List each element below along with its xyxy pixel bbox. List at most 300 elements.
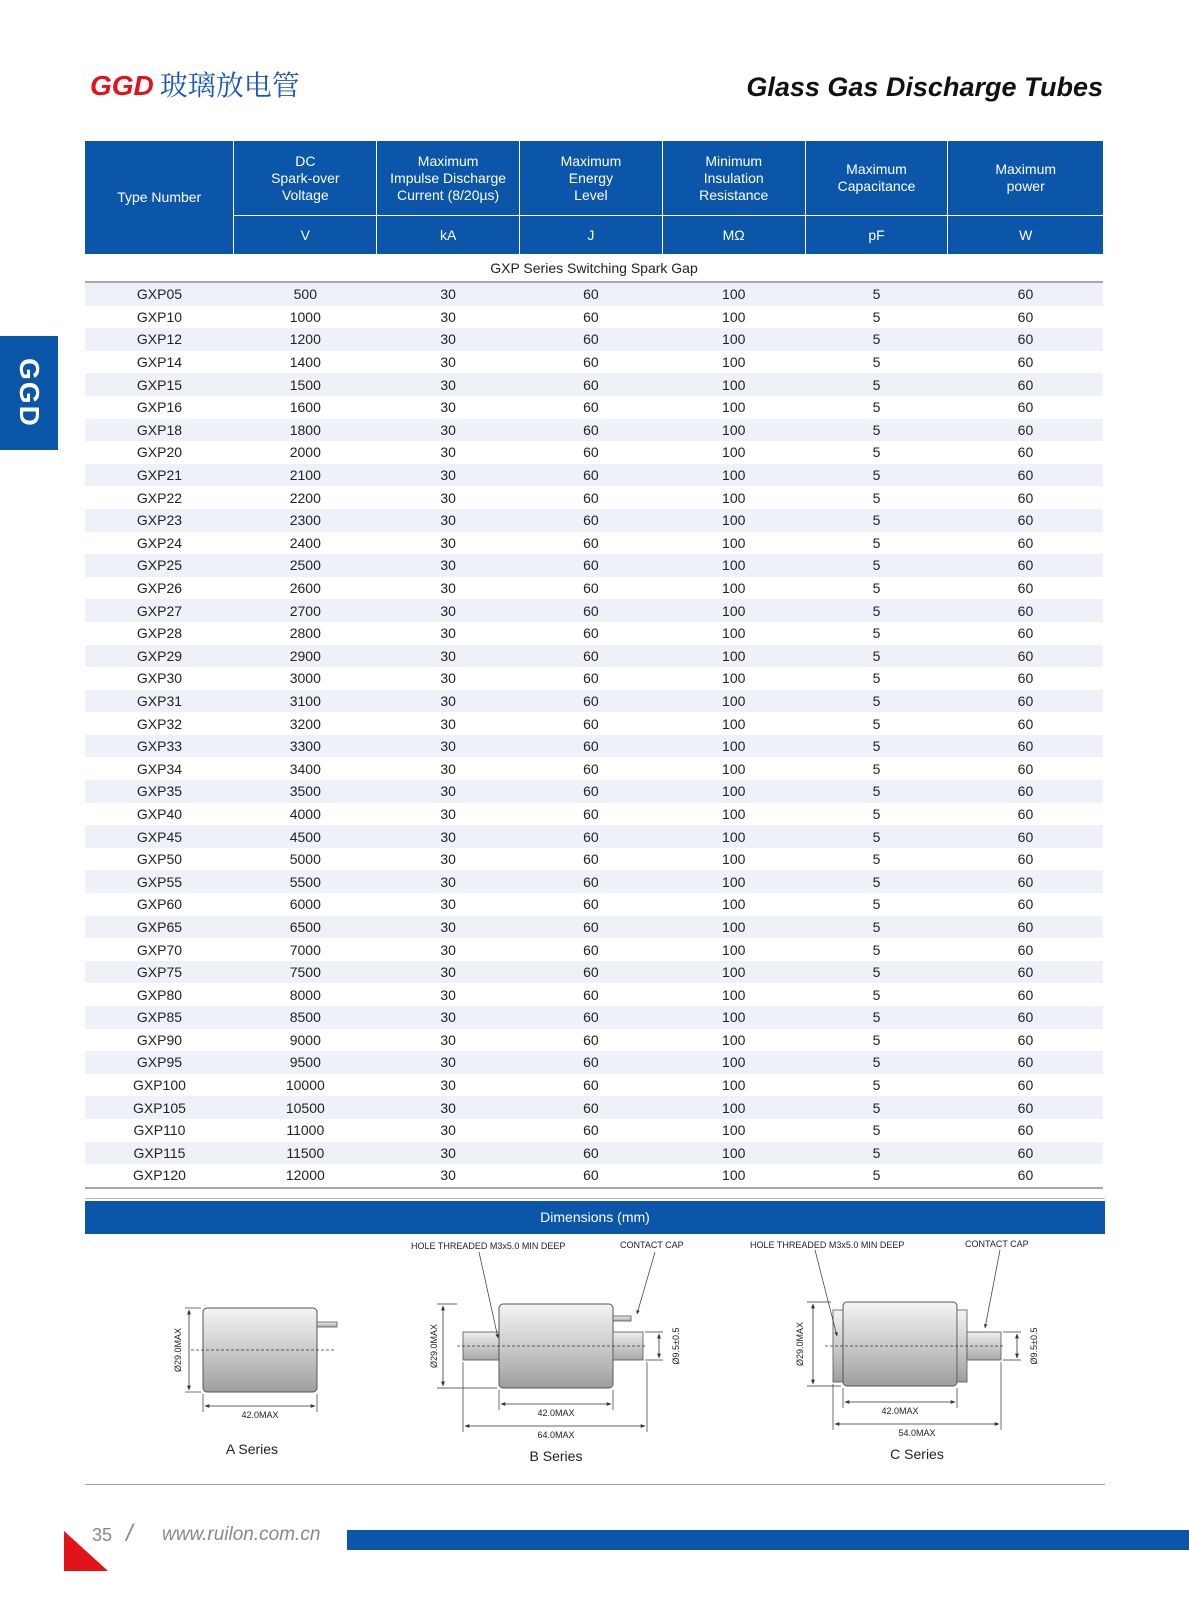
c-series-hole-label: HOLE THREADED M3x5.0 MIN DEEP <box>750 1240 905 1250</box>
table-cell: 60 <box>583 896 599 913</box>
table-cell: 60 <box>948 825 1103 848</box>
table-cell: GXP95 <box>85 1051 234 1074</box>
table-cell: 60 <box>1017 354 1034 371</box>
table-cell: 5 <box>805 645 948 668</box>
footer-url: www.ruilon.com.cn <box>162 1524 321 1545</box>
table-cell: 100 <box>662 735 805 758</box>
table-row <box>85 441 1103 464</box>
table-cell: 5 <box>872 986 881 1003</box>
table-cell: 60 <box>520 282 663 306</box>
column-header-line: power <box>1006 178 1045 194</box>
column-header-line: Impulse Discharge <box>390 169 507 186</box>
table-cell: 3100 <box>234 690 377 713</box>
table-cell: 100 <box>722 760 746 777</box>
table-cell: GXP65 <box>85 916 234 939</box>
table-cell: 30 <box>440 1031 456 1048</box>
table-cell: 100 <box>722 851 746 868</box>
table-row <box>85 464 1103 487</box>
spec-table <box>85 141 1103 1189</box>
table-row <box>85 961 1103 984</box>
column-unit-3: J <box>520 216 663 255</box>
table-cell: 9500 <box>234 1051 377 1074</box>
table-cell: 60 <box>520 599 663 622</box>
table-cell: 5 <box>805 464 948 487</box>
series-title: GXP Series Switching Spark Gap <box>85 254 1103 282</box>
table-cell: GXP24 <box>136 534 183 551</box>
table-cell: 2600 <box>289 580 321 597</box>
table-cell: 60 <box>520 1096 663 1119</box>
table-cell: 5 <box>805 328 948 351</box>
table-cell: 2400 <box>289 534 321 551</box>
series-title-row <box>85 254 1103 282</box>
table-cell: GXP31 <box>85 690 234 713</box>
table-cell: 100 <box>722 1031 746 1048</box>
column-header-line: Maximum <box>846 161 907 177</box>
column-header-6 <box>948 141 1103 216</box>
b-series-total-length: 64.0MAX <box>537 1430 575 1440</box>
table-row <box>85 282 1103 306</box>
table-cell: 5 <box>872 489 881 506</box>
table-cell: 30 <box>440 1077 456 1094</box>
table-cell: 60 <box>520 1142 663 1165</box>
table-cell: 3300 <box>234 735 377 758</box>
table-row <box>85 825 1103 848</box>
table-cell: 60 <box>583 354 599 371</box>
table-cell: 5 <box>805 419 948 442</box>
table-cell: 30 <box>377 1142 520 1165</box>
table-row <box>85 328 1103 351</box>
table-cell: 30 <box>377 373 520 396</box>
table-row <box>85 373 1103 396</box>
table-cell: 5000 <box>289 851 321 868</box>
table-cell: 60 <box>1017 308 1034 325</box>
table-row <box>85 577 1103 600</box>
a-series-diameter: Ø29.0MAX <box>173 1327 183 1373</box>
table-cell: 60 <box>520 1051 663 1074</box>
table-cell: 30 <box>377 282 520 306</box>
table-cell: 5 <box>872 399 881 416</box>
table-cell: 2200 <box>289 489 321 506</box>
table-cell: 60 <box>1017 941 1034 958</box>
table-cell: 100 <box>662 780 805 803</box>
table-cell: GXP33 <box>85 735 234 758</box>
table-cell: 30 <box>440 399 456 416</box>
column-header-line: DC <box>295 152 316 169</box>
page-title: Glass Gas Discharge Tubes <box>746 72 1103 102</box>
column-header-line: Minimum <box>705 152 763 169</box>
table-cell: 7500 <box>234 961 377 984</box>
table-cell: GXP120 <box>85 1164 234 1188</box>
table-cell: GXP40 <box>136 805 183 822</box>
table-cell: 60 <box>1017 851 1034 868</box>
column-header-1 <box>234 141 377 216</box>
table-cell: 6000 <box>289 896 321 913</box>
table-cell: 1000 <box>289 308 321 325</box>
table-cell: 60 <box>520 780 663 803</box>
table-cell: 5 <box>805 509 948 532</box>
table-cell: 30 <box>440 715 456 732</box>
table-cell: GXP105 <box>85 1096 234 1119</box>
table-cell: 60 <box>583 760 599 777</box>
table-row <box>85 1096 1103 1119</box>
table-cell: 100 <box>662 1164 805 1188</box>
bottom-rule <box>85 1484 1105 1485</box>
table-cell: 60 <box>948 1006 1103 1029</box>
table-cell: 5 <box>805 1142 948 1165</box>
table-row <box>85 419 1103 442</box>
table-cell: 60 <box>1017 896 1034 913</box>
table-cell: 60 <box>1017 489 1034 506</box>
table-cell: GXP35 <box>85 780 234 803</box>
table-cell: 5 <box>805 1051 948 1074</box>
table-cell: 30 <box>440 896 456 913</box>
table-cell: 100 <box>722 444 746 461</box>
table-row <box>85 803 1103 826</box>
table-cell: 100 <box>662 645 805 668</box>
table-cell: 100 <box>662 961 805 984</box>
table-cell: 60 <box>583 851 599 868</box>
table-cell: 6500 <box>234 916 377 939</box>
table-cell: 60 <box>520 419 663 442</box>
table-cell: 100 <box>662 328 805 351</box>
b-series-diameter: Ø29.0MAX <box>429 1323 439 1369</box>
table-cell: 30 <box>440 580 456 597</box>
a-series-drawing <box>173 1308 337 1457</box>
table-cell: 60 <box>520 961 663 984</box>
c-series-drawing <box>750 1240 1039 1462</box>
table-cell: 5 <box>872 354 881 371</box>
table-cell: GXP85 <box>85 1006 234 1029</box>
table-cell: 5 <box>872 715 881 732</box>
table-cell: 30 <box>377 690 520 713</box>
table-cell: 60 <box>520 916 663 939</box>
table-cell: 60 <box>583 308 599 325</box>
dimension-drawings <box>85 1240 1105 1480</box>
table-cell: 60 <box>1017 670 1034 687</box>
table-cell: 60 <box>1017 1122 1034 1139</box>
table-cell: 60 <box>948 780 1103 803</box>
table-row <box>85 1119 1103 1142</box>
table-cell: 5 <box>805 1096 948 1119</box>
table-cell: 3500 <box>234 780 377 803</box>
brand-name-cn: 玻璃放电管 <box>159 69 300 102</box>
table-cell: 60 <box>520 554 663 577</box>
table-cell: 60 <box>583 1031 599 1048</box>
table-cell: 5 <box>872 896 881 913</box>
table-cell: GXP50 <box>136 851 183 868</box>
table-cell: 1400 <box>289 354 321 371</box>
table-cell: 100 <box>722 941 746 958</box>
table-cell: 60 <box>520 645 663 668</box>
table-cell: 4500 <box>234 825 377 848</box>
table-cell: 5 <box>872 941 881 958</box>
table-cell: 100 <box>662 599 805 622</box>
table-cell: 1600 <box>289 399 321 416</box>
table-cell: 3200 <box>289 715 321 732</box>
table-cell: 60 <box>1017 534 1034 551</box>
table-cell: 5 <box>805 1006 948 1029</box>
page-number: 35 <box>92 1525 113 1545</box>
table-cell: 60 <box>1017 1031 1034 1048</box>
table-cell: 100 <box>722 670 746 687</box>
table-cell: 100 <box>722 534 746 551</box>
b-series-caption: B Series <box>529 1448 583 1464</box>
table-cell: 60 <box>583 1077 599 1094</box>
table-cell: 5 <box>805 282 948 306</box>
table-cell: 1800 <box>234 419 377 442</box>
table-cell: 5 <box>872 444 881 461</box>
table-cell: 60 <box>948 1164 1103 1188</box>
table-cell: 10500 <box>234 1096 377 1119</box>
c-series-length: 42.0MAX <box>881 1406 919 1416</box>
table-cell: 60 <box>583 1122 599 1139</box>
table-cell: 60 <box>520 328 663 351</box>
c-series-caption: C Series <box>890 1446 944 1462</box>
table-cell: 60 <box>583 805 599 822</box>
table-row <box>85 1164 1103 1188</box>
c-series-diameter: Ø29.0MAX <box>795 1321 805 1367</box>
table-cell: 100 <box>722 399 746 416</box>
table-row <box>85 554 1103 577</box>
table-cell: 30 <box>377 1096 520 1119</box>
table-cell: 60 <box>948 419 1103 442</box>
table-cell: 60 <box>1017 760 1034 777</box>
table-cell: 12000 <box>234 1164 377 1188</box>
table-cell: GXP80 <box>136 986 183 1003</box>
table-cell: 60 <box>583 444 599 461</box>
table-cell: GXP10 <box>136 308 183 325</box>
table-cell: GXP70 <box>136 941 183 958</box>
table-cell: 100 <box>662 916 805 939</box>
table-cell: GXP75 <box>85 961 234 984</box>
table-cell: GXP15 <box>85 373 234 396</box>
b-series-cap-label: CONTACT CAP <box>620 1240 684 1250</box>
table-row <box>85 848 1103 871</box>
table-cell: 100 <box>722 489 746 506</box>
table-cell: 30 <box>440 625 456 642</box>
table-cell: 1200 <box>234 328 377 351</box>
table-cell: GXP29 <box>85 645 234 668</box>
table-cell: GXP05 <box>85 282 234 306</box>
column-unit-5: pF <box>805 216 948 255</box>
table-cell: 100 <box>662 282 805 306</box>
table-cell: 60 <box>948 916 1103 939</box>
table-cell: GXP16 <box>136 399 183 416</box>
table-cell: 2100 <box>234 464 377 487</box>
table-cell: 60 <box>520 1006 663 1029</box>
table-cell: 60 <box>520 825 663 848</box>
table-cell: 30 <box>377 464 520 487</box>
table-cell: 30 <box>377 328 520 351</box>
column-header-line: Spark-over <box>271 169 340 186</box>
column-header-4 <box>662 141 805 216</box>
column-unit-6: W <box>948 216 1103 255</box>
side-tab <box>0 336 58 450</box>
table-cell: 5 <box>872 534 881 551</box>
column-header-line: Capacitance <box>837 178 916 194</box>
table-cell: 5 <box>872 805 881 822</box>
table-row <box>85 1029 1103 1052</box>
table-cell: GXP26 <box>136 580 183 597</box>
table-cell: 5 <box>872 670 881 687</box>
table-cell: 30 <box>440 354 456 371</box>
table-cell: 60 <box>948 961 1103 984</box>
table-cell: GXP12 <box>85 328 234 351</box>
table-cell: 100 <box>722 1122 746 1139</box>
table-cell: 3000 <box>289 670 321 687</box>
table-cell: 5 <box>805 1164 948 1188</box>
table-row <box>85 870 1103 893</box>
table-cell: 60 <box>1017 399 1034 416</box>
table-cell: 2700 <box>234 599 377 622</box>
table-cell: 30 <box>440 851 456 868</box>
column-header-line: Level <box>574 186 608 203</box>
table-row <box>85 306 1103 329</box>
brand-name: GGD <box>90 70 154 101</box>
table-cell: 60 <box>948 282 1103 306</box>
table-cell: GXP100 <box>132 1077 186 1094</box>
table-cell: 60 <box>1017 805 1034 822</box>
table-cell: 5500 <box>234 870 377 893</box>
table-cell: 100 <box>662 373 805 396</box>
table-cell: GXP21 <box>85 464 234 487</box>
table-row <box>85 983 1103 1006</box>
table-cell: 60 <box>583 941 599 958</box>
table-cell: GXP115 <box>85 1142 234 1165</box>
column-header-2 <box>377 141 520 216</box>
table-cell: 30 <box>440 670 456 687</box>
column-header-line: Voltage <box>281 186 329 203</box>
table-cell: 60 <box>948 509 1103 532</box>
table-cell: GXP90 <box>136 1031 183 1048</box>
table-cell: 100 <box>662 509 805 532</box>
a-series-length: 42.0MAX <box>241 1410 279 1420</box>
table-cell: 30 <box>377 1164 520 1188</box>
table-row <box>85 780 1103 803</box>
table-cell: 30 <box>377 1051 520 1074</box>
table-cell: 60 <box>520 373 663 396</box>
table-cell: GXP25 <box>85 554 234 577</box>
table-cell: 5 <box>805 916 948 939</box>
column-header-line: Maximum <box>995 161 1057 177</box>
table-cell: 100 <box>722 986 746 1003</box>
column-header-line: Maximum <box>417 152 479 169</box>
table-row <box>85 509 1103 532</box>
table-cell: 60 <box>583 715 599 732</box>
table-cell: 5 <box>805 373 948 396</box>
table-cell: 30 <box>440 760 456 777</box>
dimensions-title: Dimensions (mm) <box>85 1201 1105 1234</box>
table-row <box>85 396 1103 419</box>
table-cell: 60 <box>948 599 1103 622</box>
table-cell: 100 <box>662 825 805 848</box>
table-cell: 7000 <box>289 941 321 958</box>
table-cell: 60 <box>948 870 1103 893</box>
table-cell: 60 <box>520 509 663 532</box>
column-header-line: Resistance <box>699 186 769 203</box>
table-cell: GXP110 <box>133 1122 186 1139</box>
table-cell: 5 <box>872 760 881 777</box>
table-cell: 100 <box>662 554 805 577</box>
table-cell: 100 <box>722 896 746 913</box>
table-cell: 9000 <box>289 1031 321 1048</box>
table-row <box>85 667 1103 690</box>
table-cell: 5 <box>872 308 881 325</box>
table-cell: 5 <box>805 961 948 984</box>
table-cell: 100 <box>662 870 805 893</box>
table-cell: 30 <box>377 645 520 668</box>
table-cell: 60 <box>1017 986 1034 1003</box>
table-cell: 100 <box>662 419 805 442</box>
c-series-cap-label: CONTACT CAP <box>965 1240 1029 1249</box>
table-cell: 100 <box>722 354 746 371</box>
table-cell: 10000 <box>285 1077 325 1094</box>
table-cell: 60 <box>948 328 1103 351</box>
table-cell: 60 <box>948 554 1103 577</box>
table-cell: 60 <box>583 986 599 1003</box>
table-cell: 100 <box>662 1051 805 1074</box>
table-cell: 5 <box>805 735 948 758</box>
table-cell: 5 <box>805 554 948 577</box>
table-cell: 5 <box>805 870 948 893</box>
column-unit-1: V <box>234 216 377 255</box>
table-row <box>85 1074 1103 1097</box>
table-cell: 30 <box>377 825 520 848</box>
table-row <box>85 622 1103 645</box>
table-cell: GXP32 <box>136 715 183 732</box>
table-cell: 30 <box>440 986 456 1003</box>
table-cell: GXP34 <box>136 760 183 777</box>
table-cell: 100 <box>662 1006 805 1029</box>
table-cell: 60 <box>520 870 663 893</box>
table-cell: GXP27 <box>85 599 234 622</box>
footer-bar <box>347 1530 1189 1550</box>
table-cell: 11000 <box>286 1122 325 1139</box>
table-cell: 30 <box>377 961 520 984</box>
table-cell: 100 <box>722 1077 746 1094</box>
table-cell: 60 <box>1017 625 1034 642</box>
column-header-5 <box>805 141 948 216</box>
footer-separator: / <box>126 1520 133 1547</box>
a-series-caption: A Series <box>225 1441 279 1457</box>
table-cell: 2000 <box>289 444 321 461</box>
column-header-line: Type Number <box>117 189 202 205</box>
column-header-line: Energy <box>568 169 614 186</box>
table-cell: 30 <box>440 308 456 325</box>
table-cell: 60 <box>520 735 663 758</box>
table-cell: 100 <box>662 1142 805 1165</box>
table-cell: 100 <box>662 464 805 487</box>
table-cell: 100 <box>662 1096 805 1119</box>
table-cell: GXP18 <box>85 419 234 442</box>
table-cell: 60 <box>948 645 1103 668</box>
table-cell: 5 <box>805 599 948 622</box>
table-cell: 60 <box>583 670 599 687</box>
table-cell: 5 <box>805 690 948 713</box>
table-cell: 60 <box>948 464 1103 487</box>
table-row <box>85 351 1103 374</box>
table-cell: 60 <box>520 464 663 487</box>
table-cell: 3400 <box>289 760 321 777</box>
table-row <box>85 757 1103 780</box>
table-cell: 30 <box>377 870 520 893</box>
table-cell: 4000 <box>289 805 321 822</box>
table-cell: 30 <box>377 419 520 442</box>
column-header-line: Maximum <box>560 152 622 169</box>
table-cell: 100 <box>722 715 746 732</box>
table-cell: 60 <box>948 373 1103 396</box>
table-cell: 30 <box>377 599 520 622</box>
